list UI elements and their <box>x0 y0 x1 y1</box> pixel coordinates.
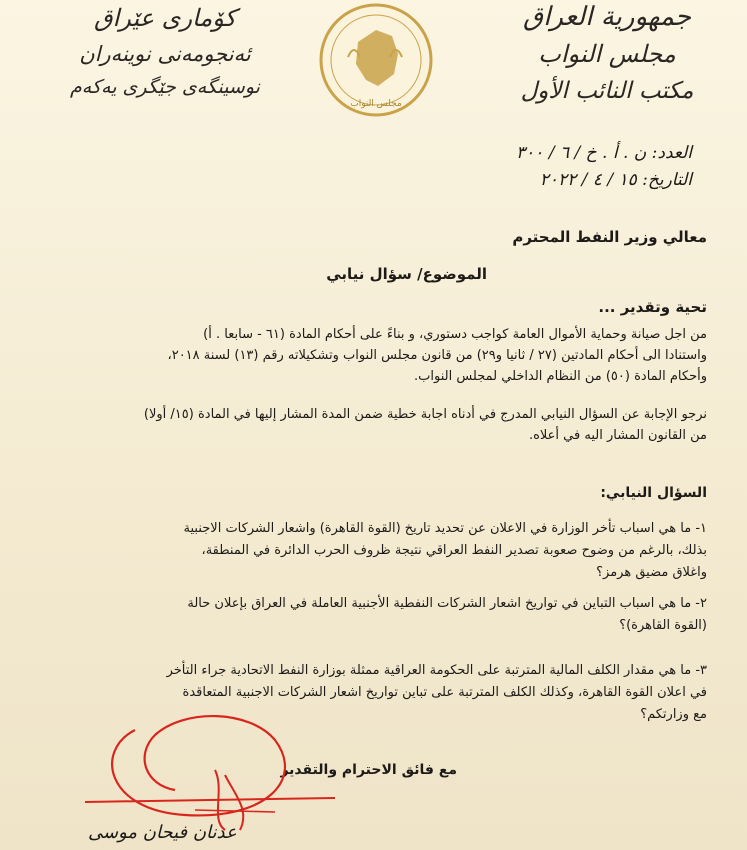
header-kurdish-line-2: ئەنجومەنی نوینەران <box>79 42 251 66</box>
closing-line: مع فائق الاحترام والتقدير <box>280 762 457 778</box>
paragraph-request <box>47 404 707 446</box>
reference-block <box>516 143 692 197</box>
subject-line: الموضوع/ سؤال نيابي <box>326 265 487 283</box>
question-line: بذلك، بالرغم من وضوح صعوبة تصدير النفط العراقي نتيجة ظروف الحرب الدائرة في المنطقة، <box>201 543 707 558</box>
header-kurdish-line-3: نوسینگەی جێگری یەکەم <box>70 76 260 98</box>
addressee: معالي وزير النفط المحترم <box>512 228 707 246</box>
reference-date: التاريخ: ١٥ / ٤ / ٢٠٢٢ <box>539 170 692 190</box>
header-arabic-line-3: مكتب النائب الأول <box>520 78 694 104</box>
questions-heading: السؤال النيابي: <box>600 485 707 501</box>
question-line: ١- ما هي اسباب تأخر الوزارة في الاعلان عن تحديد تاريخ (القوة القاهرة) واشعار الشركات الاجنبية <box>183 521 707 536</box>
reference-number: العدد: ن . أ . خ / ٦ / ٣٠٠ <box>516 143 692 163</box>
question-line: (القوة القاهرة)؟ <box>619 618 707 633</box>
paragraph-line: من القانون المشار اليه في أعلاه. <box>528 428 707 443</box>
question-line: في اعلان القوة القاهرة، وكذلك الكلف المترتبة على تباين تواريخ اشعار الشركات الاجنبية المتعاقدة <box>182 685 707 700</box>
handwritten-signature-icon <box>75 690 345 840</box>
question-1 <box>47 518 707 584</box>
question-line: مع وزارتكم؟ <box>640 707 707 722</box>
paragraph-line: واستنادا الى أحكام المادتين (٢٧ / ثانيا و٢٩) من قانون مجلس النواب وتشكيلاته رقم (١٣) لسنة ٢٠١٨، <box>167 348 707 363</box>
header-arabic-line-2: مجلس النواب <box>538 40 676 68</box>
greeting: تحية وتقدير ... <box>598 298 707 316</box>
header-kurdish-line-1: كۆمارى عێراق <box>93 4 237 32</box>
paragraph-line: نرجو الإجابة عن السؤال النيابي المدرج في أدناه اجابة خطية ضمن المدة المشار إليها في المادة (١٥/ أولا) <box>143 407 707 422</box>
question-line: واغلاق مضيق هرمز؟ <box>596 565 707 580</box>
emblem-label: مجلس النواب <box>350 99 402 109</box>
header-kurdish <box>55 0 275 98</box>
paragraph-line: وأحكام المادة (٥٠) من النظام الداخلي لمجلس النواب. <box>414 369 707 384</box>
paragraph-legal-basis <box>47 324 707 387</box>
question-2 <box>47 593 707 637</box>
header-arabic-line-1: جمهورية العراق <box>523 2 691 32</box>
paragraph-line: من اجل صيانة وحماية الأموال العامة كواجب دستوري، و بناءً على أحكام المادة (٦١ - سابعا . أ) <box>203 327 707 342</box>
header-arabic <box>507 0 707 104</box>
question-line: ٢- ما هي اسباب التباين في تواريخ اشعار الشركات النفطية الأجنبية العاملة في العراق بإعلان حالة <box>187 596 707 611</box>
parliament-emblem-icon <box>318 2 434 118</box>
question-line: ٣- ما هي مقدار الكلف المالية المترتبة على الحكومة العراقية ممثلة بوزارة النفط الاتحادية جراء التأخر <box>166 663 707 678</box>
signatory-name: عدنان فيحان موسى <box>88 822 237 843</box>
